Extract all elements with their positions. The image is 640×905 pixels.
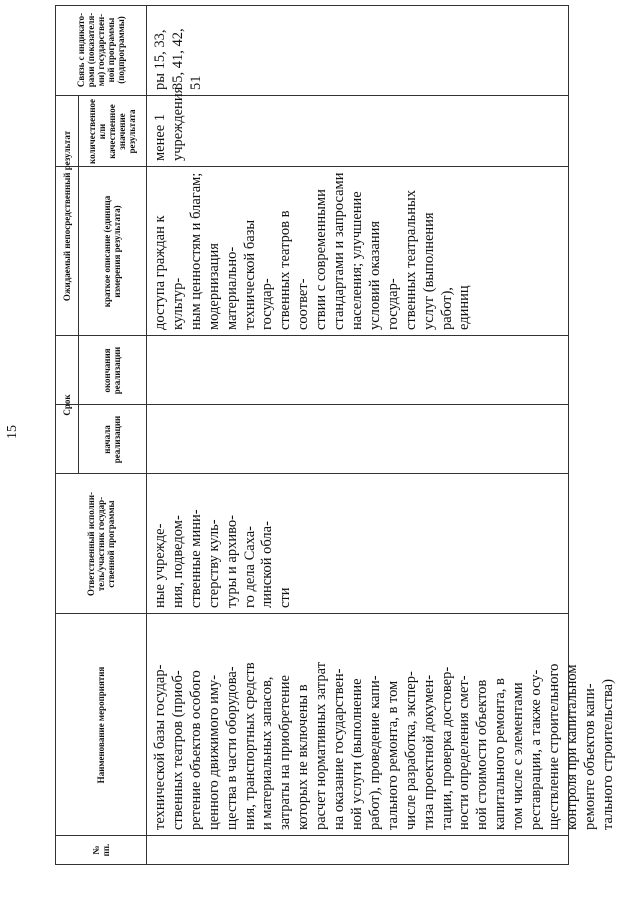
program-activities-table bbox=[55, 5, 616, 865]
cell-link: ры 15, 33, 35, 41, 42, 51 bbox=[152, 28, 204, 90]
header-expected-value: количественное или качественное значение результата bbox=[87, 99, 137, 164]
cell-expected-desc: доступа граждан к культур- ным ценностям и благам; модернизация материально- технической базы государ- ственных театров в соответ- ствии с современными стандартами и запросами населения; улучшение условий оказания государ- ственных театральных услуг (выполнения работ), единиц bbox=[152, 172, 473, 330]
header-term: Срок bbox=[62, 394, 72, 416]
page-number: 15 bbox=[5, 425, 20, 439]
scanned-page bbox=[55, 5, 616, 900]
cell-expected-value: менее 1 учреждения bbox=[152, 86, 186, 161]
cell-responsible: ные учрежде- ния, подведом- ственные мини- стерству куль- туры и архиво- го дела Саха- линской обла- сти bbox=[152, 509, 294, 608]
header-name: Наименование мероприятия bbox=[96, 666, 106, 784]
cell-term-end bbox=[146, 336, 570, 405]
cell-term-start bbox=[146, 405, 570, 474]
cell-num bbox=[146, 836, 570, 864]
header-expected: Ожидаемый непосредственный результат bbox=[62, 130, 72, 302]
header-expected-desc: краткое описание (единица измерения результата) bbox=[102, 195, 122, 308]
header-num: № пп. bbox=[91, 843, 111, 857]
header-link: Связь с индикато- рами (показателя- ми) государствен- ной программы (подпрограммы) bbox=[76, 12, 126, 88]
header-responsible: Ответственный исполни- тель/участник государ- ственной программы bbox=[86, 491, 116, 597]
cell-name: технической базы государ- ственных театров (приоб- ретение объектов особого ценного движимого иму- щества в части оборудова- ния, транспортных средств и материальных запасов, затраты на приобретение которых не включены в расчет нормативных затрат на оказание государствен- ной услуги (выполнение работ), проведение капи- тального ремонта, в том числе разработка, экспер- тиза проектной докумен- тации, проверка достовер- ности определения смет- ной стоимости объектов капитального ремонта, в том числе с элементами реставрации, а также осу- ществление строительного контроля при капитальном ремонте объектов капи- тального строительства) bbox=[152, 662, 616, 830]
header-term-end: окончания реализации bbox=[102, 346, 122, 395]
header-term-start: начала реализации bbox=[102, 415, 122, 464]
